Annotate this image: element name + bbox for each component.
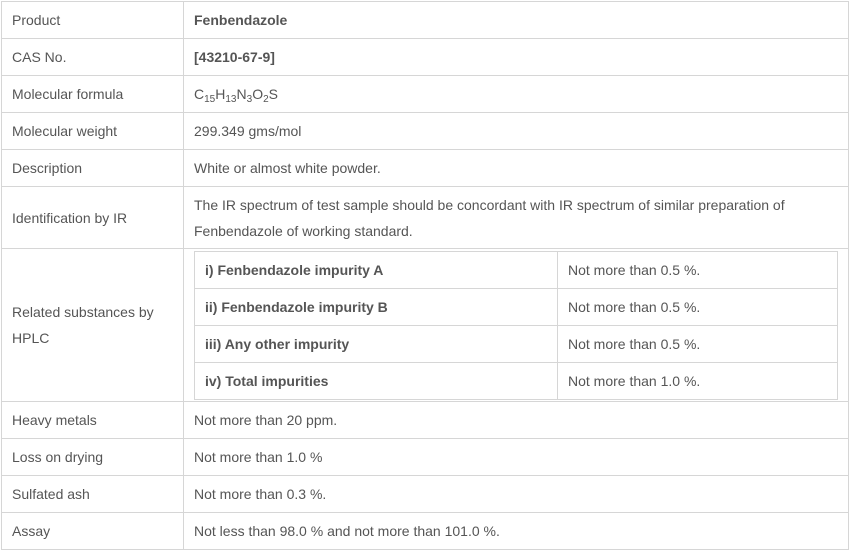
row-value: Not less than 98.0 % and not more than 101.0 %. — [184, 513, 849, 550]
row-value: Not more than 0.3 %. — [184, 476, 849, 513]
impurity-row — [195, 362, 838, 399]
row-molecular-formula — [2, 76, 849, 113]
impurity-limit: Not more than 1.0 %. — [558, 362, 838, 399]
row-label: Molecular formula — [2, 76, 184, 113]
row-assay — [2, 513, 849, 550]
row-value: 299.349 gms/mol — [184, 113, 849, 150]
row-value: [43210-67-9] — [184, 39, 849, 76]
row-label: Molecular weight — [2, 113, 184, 150]
row-heavy-metals — [2, 402, 849, 439]
row-label: Identification by IR — [2, 187, 184, 249]
impurity-row — [195, 251, 838, 288]
row-value: Fenbendazole — [184, 2, 849, 39]
row-label: Description — [2, 150, 184, 187]
row-value: The IR spectrum of test sample should be concordant with IR spectrum of similar preparation of Fenbendazole of working standard. — [184, 187, 849, 249]
molecular-formula: $C_{15}H_{13}N_3O_2S$ — [184, 76, 849, 113]
impurity-limit: Not more than 0.5 %. — [558, 288, 838, 325]
row-product — [2, 2, 849, 39]
row-related-substances — [2, 249, 849, 402]
row-label: Related substances by HPLC — [2, 249, 184, 402]
row-sulfated-ash — [2, 476, 849, 513]
row-label: Assay — [2, 513, 184, 550]
impurity-row — [195, 325, 838, 362]
row-label: CAS No. — [2, 39, 184, 76]
impurity-name: ii) Fenbendazole impurity B — [195, 288, 558, 325]
impurity-limit: Not more than 0.5 %. — [558, 325, 838, 362]
row-label: Loss on drying — [2, 439, 184, 476]
row-value: Not more than 20 ppm. — [184, 402, 849, 439]
impurity-limit: Not more than 0.5 %. — [558, 251, 838, 288]
impurity-name: iii) Any other impurity — [195, 325, 558, 362]
row-label: Heavy metals — [2, 402, 184, 439]
row-value: Not more than 1.0 % — [184, 439, 849, 476]
specification-table — [1, 1, 849, 550]
row-cas-no — [2, 39, 849, 76]
row-value: White or almost white powder. — [184, 150, 849, 187]
row-description — [2, 150, 849, 187]
impurity-table — [194, 251, 838, 400]
impurity-name: i) Fenbendazole impurity A — [195, 251, 558, 288]
impurity-row — [195, 288, 838, 325]
row-identification-ir — [2, 187, 849, 249]
row-loss-on-drying — [2, 439, 849, 476]
row-label: Product — [2, 2, 184, 39]
row-label: Sulfated ash — [2, 476, 184, 513]
impurity-name: iv) Total impurities — [195, 362, 558, 399]
related-substances-cell — [184, 249, 849, 402]
row-molecular-weight — [2, 113, 849, 150]
